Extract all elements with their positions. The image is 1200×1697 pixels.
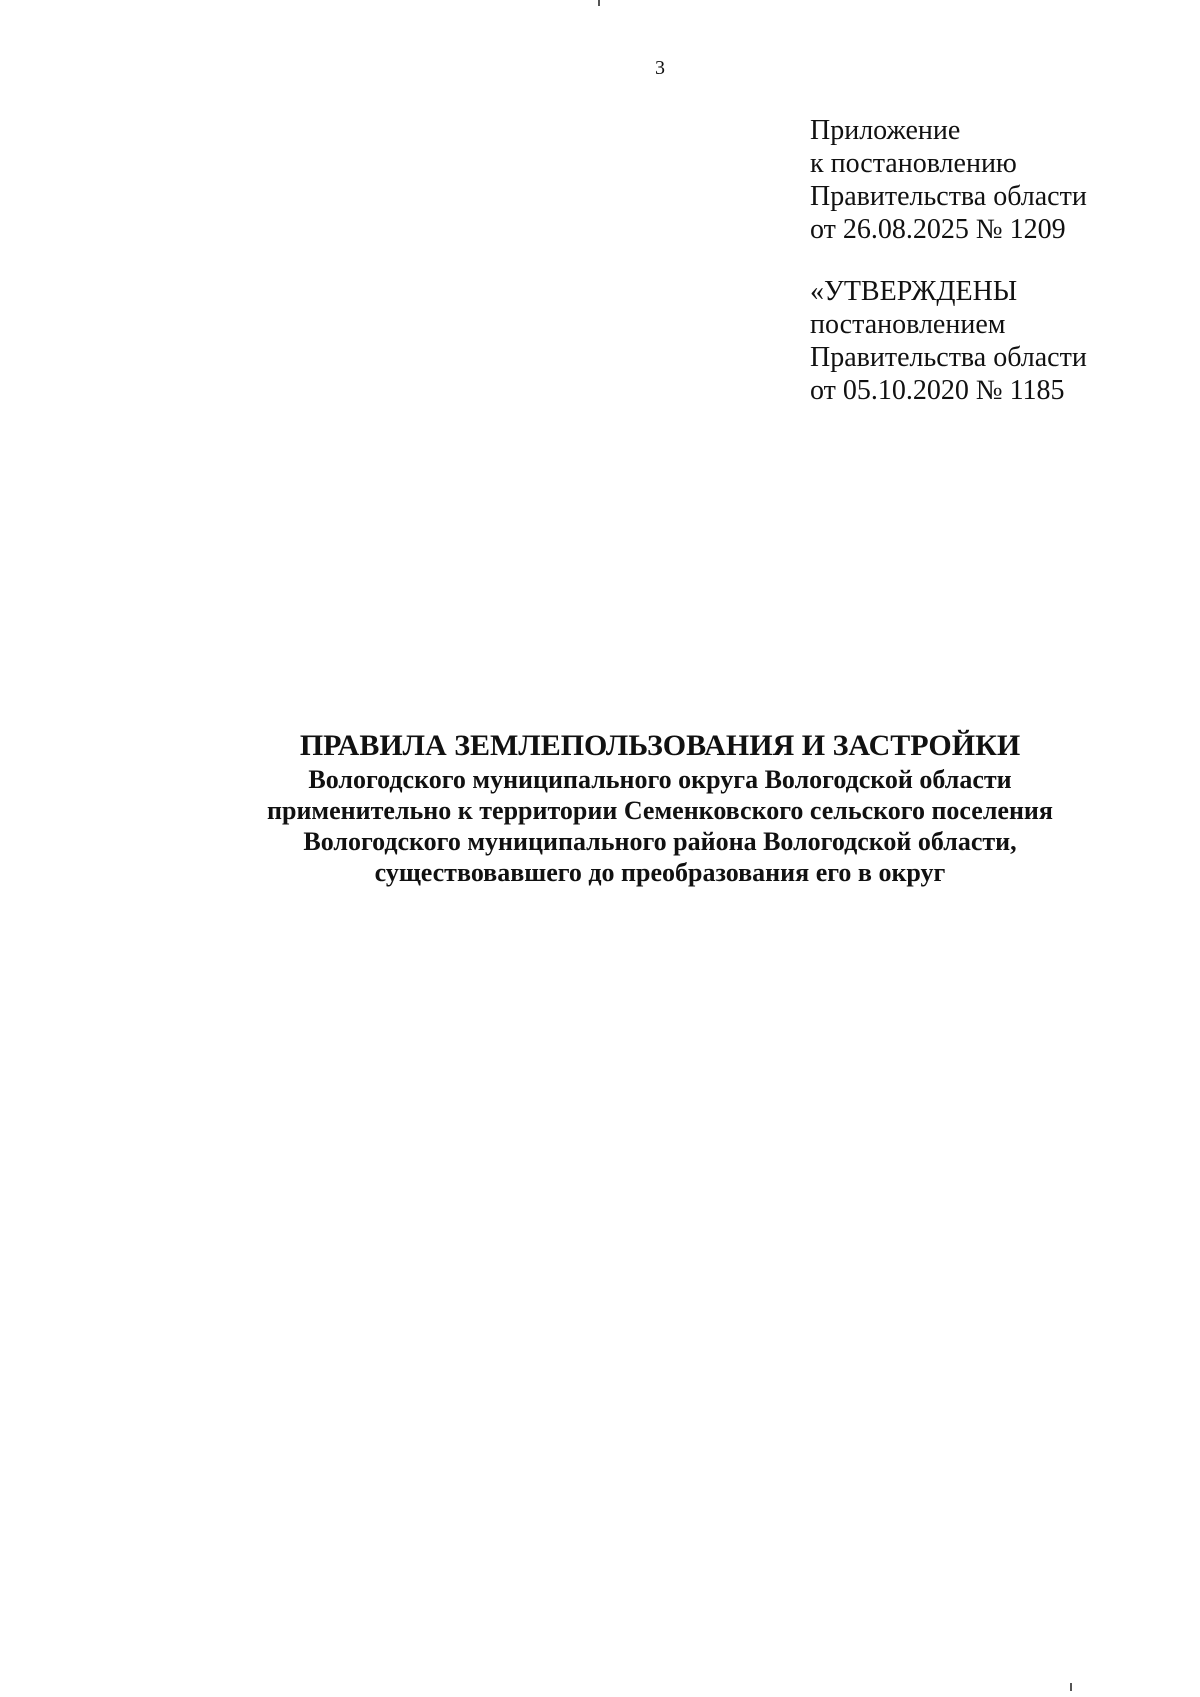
- document-subtitle-line-1: Вологодского муниципального округа Вологодской области: [308, 765, 1012, 794]
- approval-stamp-block: [810, 275, 1087, 407]
- scan-artifact-bottom: [1070, 1683, 1072, 1691]
- approved-date-number: от 05.10.2020 № 1185: [810, 375, 1065, 406]
- document-subtitle-line-4: существовавшего до преобразования его в округ: [374, 858, 946, 887]
- approved-heading: «УТВЕРЖДЕНЫ: [810, 276, 1018, 307]
- approved-by-resolution: постановлением: [810, 309, 1006, 340]
- annex-issuer: Правительства области: [810, 181, 1087, 212]
- document-subtitle-line-3: Вологодского муниципального района Вологодской области,: [303, 827, 1017, 856]
- document-subtitle-line-2: применительно к территории Семенковского сельского поселения: [267, 796, 1053, 825]
- page-number: 3: [655, 57, 665, 79]
- document-title: ПРАВИЛА ЗЕМЛЕПОЛЬЗОВАНИЯ И ЗАСТРОЙКИ: [299, 729, 1021, 762]
- annex-to-resolution: к постановлению: [810, 148, 1017, 179]
- annex-heading: Приложение: [810, 115, 961, 146]
- document-title-block: [200, 728, 1120, 888]
- annex-reference-block: [810, 114, 1087, 246]
- approved-issuer: Правительства области: [810, 342, 1087, 373]
- scan-artifact-top: [598, 0, 600, 6]
- annex-date-number: от 26.08.2025 № 1209: [810, 214, 1066, 245]
